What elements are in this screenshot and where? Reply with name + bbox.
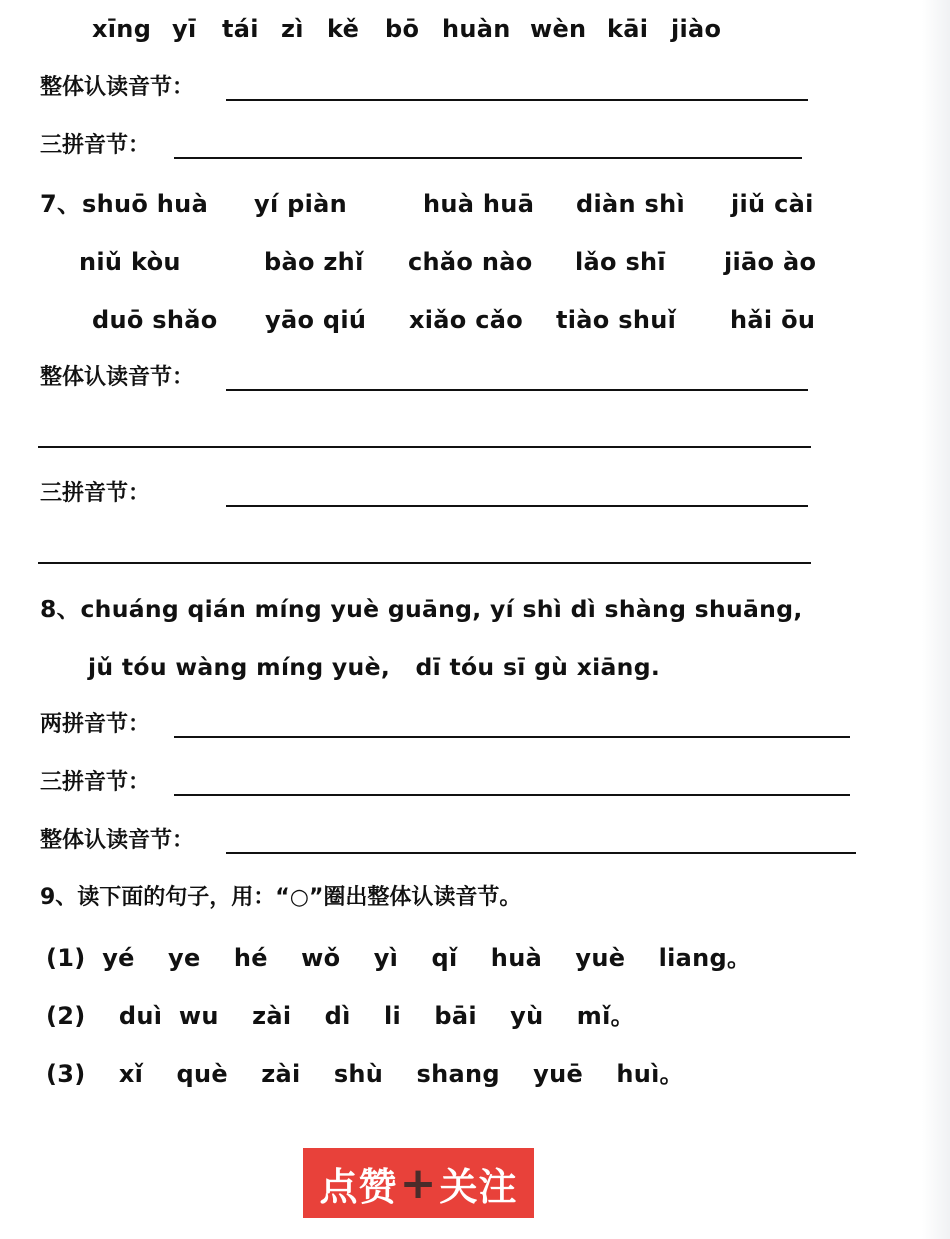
pinyin-word: zì (281, 15, 304, 43)
sanpin-label: 三拼音节： (40, 770, 151, 795)
page-edge-shadow (922, 0, 950, 1239)
q7-word: shuō huà (82, 190, 209, 218)
q8-line-1: 8、chuáng qián míng yuè guāng, yí shì dì shàng shuāng, (40, 595, 803, 623)
answer-line[interactable] (226, 505, 808, 507)
liangpin-label: 两拼音节： (40, 712, 151, 737)
q7-word: tiào shuǐ (556, 306, 677, 334)
q7-word: yāo qiú (265, 306, 367, 334)
pinyin-word: jiào (671, 15, 722, 43)
answer-line[interactable] (174, 794, 850, 796)
pinyin-word: kě (327, 15, 360, 43)
zhengti-label: 整体认读音节： (40, 828, 195, 853)
q7-word: jiāo ào (724, 248, 817, 276)
pinyin-word: tái (222, 15, 259, 43)
q7-word: diàn shì (576, 190, 686, 218)
answer-line[interactable] (226, 852, 856, 854)
answer-line[interactable] (174, 736, 850, 738)
pinyin-word: bō (385, 15, 420, 43)
pinyin-word: xīng (92, 15, 152, 43)
pinyin-word: wèn (530, 15, 587, 43)
pinyin-word: kāi (607, 15, 649, 43)
like-label: 点赞 (319, 1164, 398, 1209)
q9-sentence-3: (3) xǐ què zài shù shang yuē huì。 (46, 1060, 684, 1088)
sanpin-label: 三拼音节： (40, 481, 151, 506)
q7-word: yí piàn (254, 190, 348, 218)
q7-word: bào zhǐ (264, 248, 364, 276)
q7-number: 7、 (40, 190, 82, 218)
q9-instruction: 9、读下面的句子，用：“○”圈出整体认读音节。 (40, 885, 522, 910)
zhengti-label: 整体认读音节： (40, 75, 195, 100)
q7-word: lǎo shī (575, 248, 666, 276)
plus-icon: + (399, 1157, 438, 1209)
like-follow-button[interactable] (303, 1148, 534, 1218)
answer-line[interactable] (174, 157, 802, 159)
q7-word: jiǔ cài (731, 190, 814, 218)
answer-line[interactable] (226, 389, 808, 391)
q8-line-2: jǔ tóu wàng míng yuè, dī tóu sī gù xiāng. (88, 653, 661, 681)
sanpin-label: 三拼音节： (40, 133, 151, 158)
follow-label: 关注 (439, 1164, 518, 1209)
q7-word: chǎo nào (408, 248, 533, 276)
q9-sentence-2: (2) duì wu zài dì li bāi yù mǐ。 (46, 1002, 635, 1030)
q7-word: hǎi ōu (730, 306, 816, 334)
q7-word: huà huā (423, 190, 535, 218)
q7-word: xiǎo cǎo (409, 306, 524, 334)
answer-line[interactable] (226, 99, 808, 101)
zhengti-label: 整体认读音节： (40, 365, 195, 390)
q7-word: niǔ kòu (79, 248, 181, 276)
pinyin-word: yī (172, 15, 197, 43)
q9-sentence-1: (1) yé ye hé wǒ yì qǐ huà yuè liang。 (46, 944, 752, 972)
q7-word: duō shǎo (92, 306, 218, 334)
answer-line[interactable] (38, 446, 811, 448)
answer-line[interactable] (38, 562, 811, 564)
pinyin-word: huàn (442, 15, 511, 43)
